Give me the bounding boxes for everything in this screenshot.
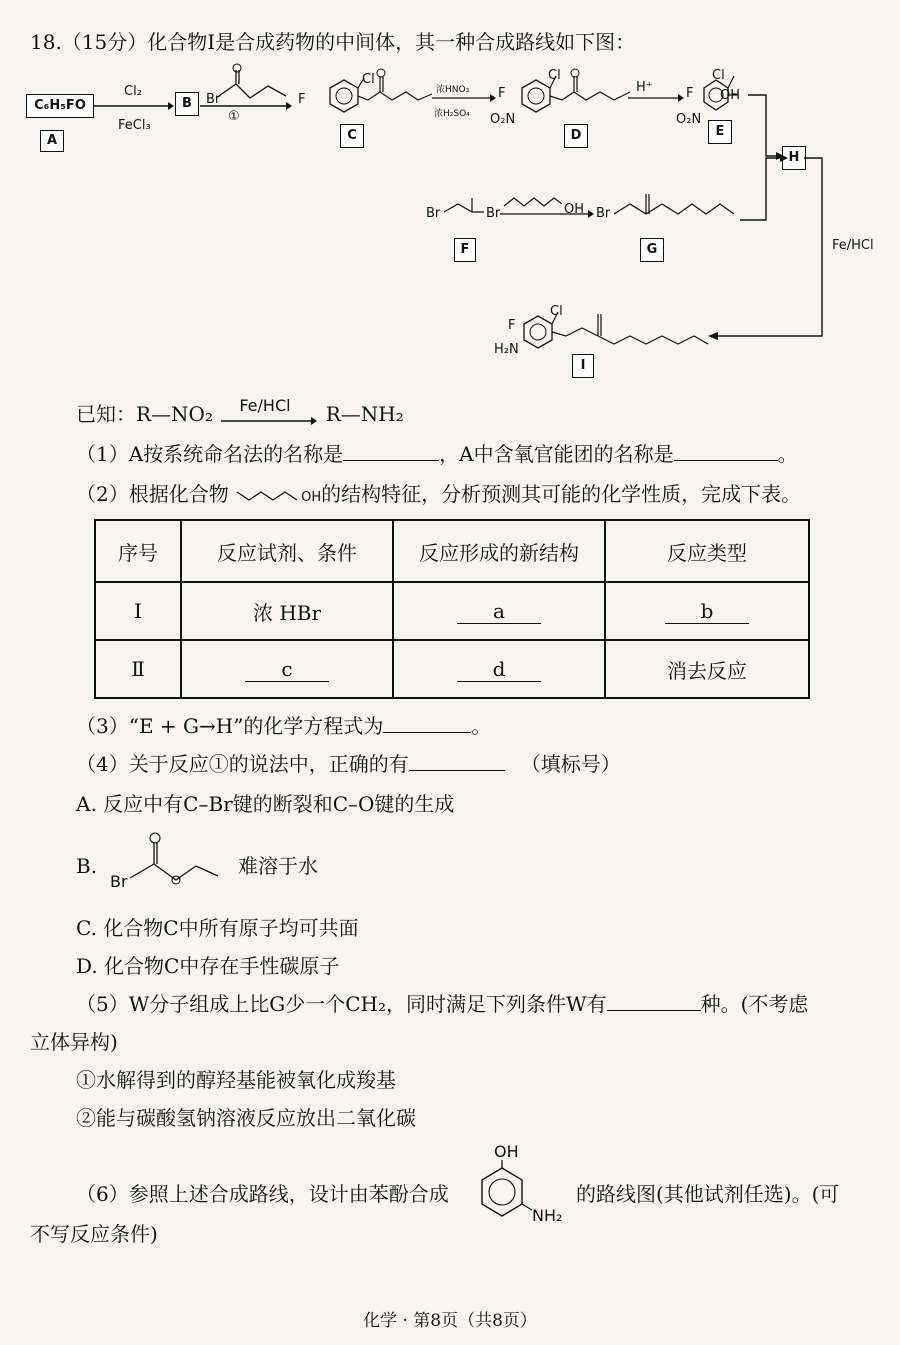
table-cell[interactable] <box>393 582 605 640</box>
reagent-h2so4: 浓H₂SO₄ <box>434 109 470 119</box>
q5 <box>76 992 808 1016</box>
q5-part-c: 立体异构) <box>30 1030 118 1054</box>
q1-part-c: 。 <box>777 442 798 466</box>
q4-part-a: （4）关于反应①的说法中，正确的有 <box>76 752 409 776</box>
q1-blank-group[interactable] <box>674 442 778 461</box>
known-reagent: Fe/HCl <box>239 395 291 415</box>
q4-part-b: （填标号） <box>520 752 621 776</box>
q3-blank[interactable] <box>383 714 471 733</box>
page-footer: 化学 · 第8页（共8页） <box>363 1311 537 1331</box>
label-e: E <box>708 120 732 144</box>
atom-f-c: F <box>298 92 306 107</box>
q2-oh: OH <box>301 490 322 505</box>
option-c: C. 化合物C中所有原子均可共面 <box>76 916 359 940</box>
known-reaction <box>76 395 404 426</box>
q4 <box>76 752 621 776</box>
q5-blank[interactable] <box>607 992 701 1011</box>
option-b-br: Br <box>110 872 128 891</box>
known-prefix: 已知：R—NO₂ <box>76 402 213 426</box>
atom-o2n-d: O₂N <box>490 112 516 127</box>
compound-d-structure <box>508 60 638 124</box>
atom-cl-d: Cl <box>548 68 561 83</box>
arrow-a-b <box>94 100 174 112</box>
compound-a-formula: C₆H₅FO <box>26 94 94 118</box>
q3-part-a: （3）“E + G→H”的化学方程式为 <box>76 714 384 738</box>
atom-cl-c: Cl <box>362 72 375 87</box>
q5-condition-2: ②能与碳酸氢钠溶液反应放出二氧化碳 <box>76 1106 416 1130</box>
q1-blank-name[interactable] <box>343 442 439 461</box>
q2 <box>76 482 801 510</box>
step-1-marker: ① <box>228 109 240 124</box>
blank-b: b <box>665 599 749 624</box>
table-cell[interactable] <box>393 640 605 698</box>
atom-o2n-e: O₂N <box>676 112 702 127</box>
compound-i-structure <box>518 300 714 356</box>
reagent-hno3: 浓HNO₃ <box>436 85 470 95</box>
atom-f-i: F <box>508 318 516 333</box>
known-arrow <box>219 395 319 426</box>
q6-oh: OH <box>494 1142 519 1161</box>
atom-h2n-i: H₂N <box>494 342 519 357</box>
properties-table <box>94 519 810 699</box>
label-b: B <box>175 92 199 116</box>
atom-br-g: Br <box>596 206 611 221</box>
table-row <box>95 640 809 698</box>
table-cell: 消去反应 <box>605 640 809 698</box>
reagent-fecl3: FeCl₃ <box>118 118 151 133</box>
q5-condition-1: ①水解得到的醇羟基能被氧化成羧基 <box>76 1068 396 1092</box>
blank-c: c <box>245 657 329 682</box>
question-header: 18.（15分）化合物Ⅰ是合成药物的中间体，其一种合成路线如下图： <box>30 30 636 54</box>
q5-part-a: （5）W分子组成上比G少一个CH₂，同时满足下列条件W有 <box>76 992 607 1016</box>
synthesis-scheme <box>0 0 900 400</box>
atom-oh-e: OH <box>720 88 741 103</box>
compound-g-structure <box>614 192 738 232</box>
atom-br-f-left: Br <box>426 206 441 221</box>
label-a: A <box>40 130 64 152</box>
compound-f-structure <box>444 196 490 222</box>
connector-h-i <box>700 150 830 350</box>
label-g: G <box>640 238 664 262</box>
atom-cl-i: Cl <box>550 304 563 319</box>
atom-f-d: F <box>498 86 506 101</box>
q4-blank[interactable] <box>409 752 505 771</box>
q3-part-b: 。 <box>471 714 492 738</box>
table-header-cell: 序号 <box>95 520 181 582</box>
option-b-structure <box>126 830 236 886</box>
label-h: H <box>782 146 806 170</box>
label-f: F <box>454 238 476 262</box>
q2-part-a: （2）根据化合物 <box>76 482 229 506</box>
option-b <box>76 826 476 896</box>
table-header-cell: 反应类型 <box>605 520 809 582</box>
table-cell: Ⅰ <box>95 582 181 640</box>
q1-part-b: ，A中含氧官能团的名称是 <box>439 442 674 466</box>
option-d: D. 化合物C中存在手性碳原子 <box>76 954 340 978</box>
q1-part-a: （1）A按系统命名法的名称是 <box>76 442 344 466</box>
q6-nh2: NH₂ <box>532 1206 563 1225</box>
label-c: C <box>340 124 364 148</box>
blank-d: d <box>457 657 541 682</box>
table-row <box>95 582 809 640</box>
pentanol-zigzag-structure <box>235 488 301 504</box>
label-i: I <box>572 354 594 378</box>
q6-part-a: （6）参照上述合成路线，设计由苯酚合成 <box>76 1182 449 1206</box>
option-b-suffix: 难溶于水 <box>238 854 318 878</box>
reagent-cl2: Cl₂ <box>124 84 142 99</box>
option-a: A. 反应中有C–Br键的断裂和C–O键的生成 <box>76 792 455 816</box>
q6-part-b: 的路线图(其他试剂任选)。(可 <box>576 1182 840 1206</box>
label-d: D <box>564 124 588 148</box>
q6-part-c: 不写反应条件) <box>30 1222 158 1246</box>
blank-a: a <box>457 599 541 624</box>
table-cell[interactable] <box>605 582 809 640</box>
table-header-row <box>95 520 809 582</box>
atom-br-f-right: Br <box>486 206 501 221</box>
atom-br-reagent: Br <box>206 92 221 107</box>
table-header-cell: 反应试剂、条件 <box>181 520 393 582</box>
q3 <box>76 714 491 738</box>
reagent-pentanol-oh: OH <box>564 202 585 217</box>
table-cell: Ⅱ <box>95 640 181 698</box>
reagent-h-plus: H⁺ <box>636 80 653 95</box>
q5-part-b: 种。(不考虑 <box>700 992 809 1016</box>
atom-f-e: F <box>686 86 694 101</box>
q2-part-b: 的结构特征，分析预测其可能的化学性质，完成下表。 <box>321 482 802 506</box>
arrow-b-c <box>200 100 292 112</box>
atom-cl-e: Cl <box>712 68 725 83</box>
option-b-prefix: B. <box>76 854 98 878</box>
reagent-fe-hcl-scheme: Fe/HCl <box>832 238 874 253</box>
known-product: R—NH₂ <box>325 402 404 426</box>
table-cell[interactable] <box>181 640 393 698</box>
table-cell: 浓 HBr <box>181 582 393 640</box>
table-header-cell: 反应形成的新结构 <box>393 520 605 582</box>
q1 <box>76 442 798 466</box>
